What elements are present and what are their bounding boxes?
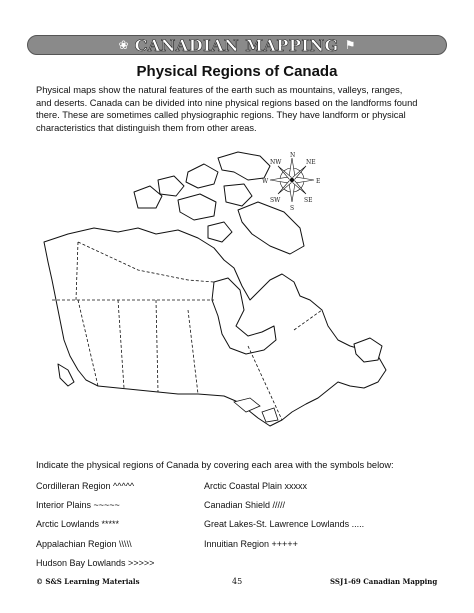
arctic-island xyxy=(208,222,232,242)
legend-item-cordilleran: Cordilleran Region ^^^^^ xyxy=(36,481,135,491)
compass-label-sw: SW xyxy=(270,197,281,204)
page-title: Physical Regions of Canada xyxy=(136,63,338,80)
compass-label-ne: NE xyxy=(306,159,316,166)
legend-item-canadian-shield: Canadian Shield ///// xyxy=(204,500,286,510)
compass-label-nw: NW xyxy=(270,159,282,166)
compass-label-e: E xyxy=(316,178,321,185)
legend-item-hudson-bay-lowlands: Hudson Bay Lowlands >>>>> xyxy=(36,558,155,568)
flag-icon: ⚑ xyxy=(344,38,356,52)
legend-item-appalachian: Appalachian Region \\\\\ xyxy=(36,539,132,549)
compass-label-se: SE xyxy=(304,197,313,204)
arctic-island xyxy=(134,186,162,208)
legend-item-great-lakes-lowlands: Great Lakes-St. Lawrence Lowlands ..... xyxy=(204,519,365,529)
banner-title: CANADIAN MAPPING xyxy=(134,35,339,55)
legend-item-arctic-coastal-plain: Arctic Coastal Plain xxxxx xyxy=(204,481,308,491)
canada-outline-map xyxy=(38,150,398,450)
intro-line: Physical maps show the natural features of the earth such as mountains, valleys, ranges, xyxy=(36,85,403,95)
arctic-island xyxy=(178,194,216,220)
arctic-island xyxy=(224,184,252,206)
header-banner xyxy=(27,35,447,55)
instruction-text: Indicate the physical regions of Canada by covering each area with the symbols below: xyxy=(36,460,394,470)
vancouver-island xyxy=(58,364,74,386)
arctic-island xyxy=(186,164,218,188)
mainland xyxy=(44,228,386,426)
compass-label-w: W xyxy=(262,178,269,185)
intro-line: there. These are sometimes called physiographic regions. They have landform or physical xyxy=(36,110,406,121)
footer-publisher: © S&S Learning Materials xyxy=(36,577,140,586)
intro-line: and deserts. Canada can be divided into nine physical regions based on the landforms found xyxy=(36,97,418,108)
footer-series: SSJ1-69 Canadian Mapping xyxy=(330,577,438,586)
footer-page-number: 45 xyxy=(232,577,243,586)
legend-item-innuitian: Innuitian Region +++++ xyxy=(204,539,298,549)
compass-label-s: S xyxy=(290,205,295,212)
arctic-island xyxy=(218,152,270,180)
intro-paragraph xyxy=(36,84,438,134)
intro-line: characteristics that distinguish them from other areas. xyxy=(36,122,257,133)
compass-label-n: N xyxy=(290,152,296,159)
legend-item-arctic-lowlands: Arctic Lowlands ***** xyxy=(36,519,120,529)
legend-item-interior-plains: Interior Plains ~~~~~ xyxy=(36,500,120,510)
arctic-island xyxy=(158,176,184,196)
maple-leaf-icon: ❀ xyxy=(118,38,129,52)
